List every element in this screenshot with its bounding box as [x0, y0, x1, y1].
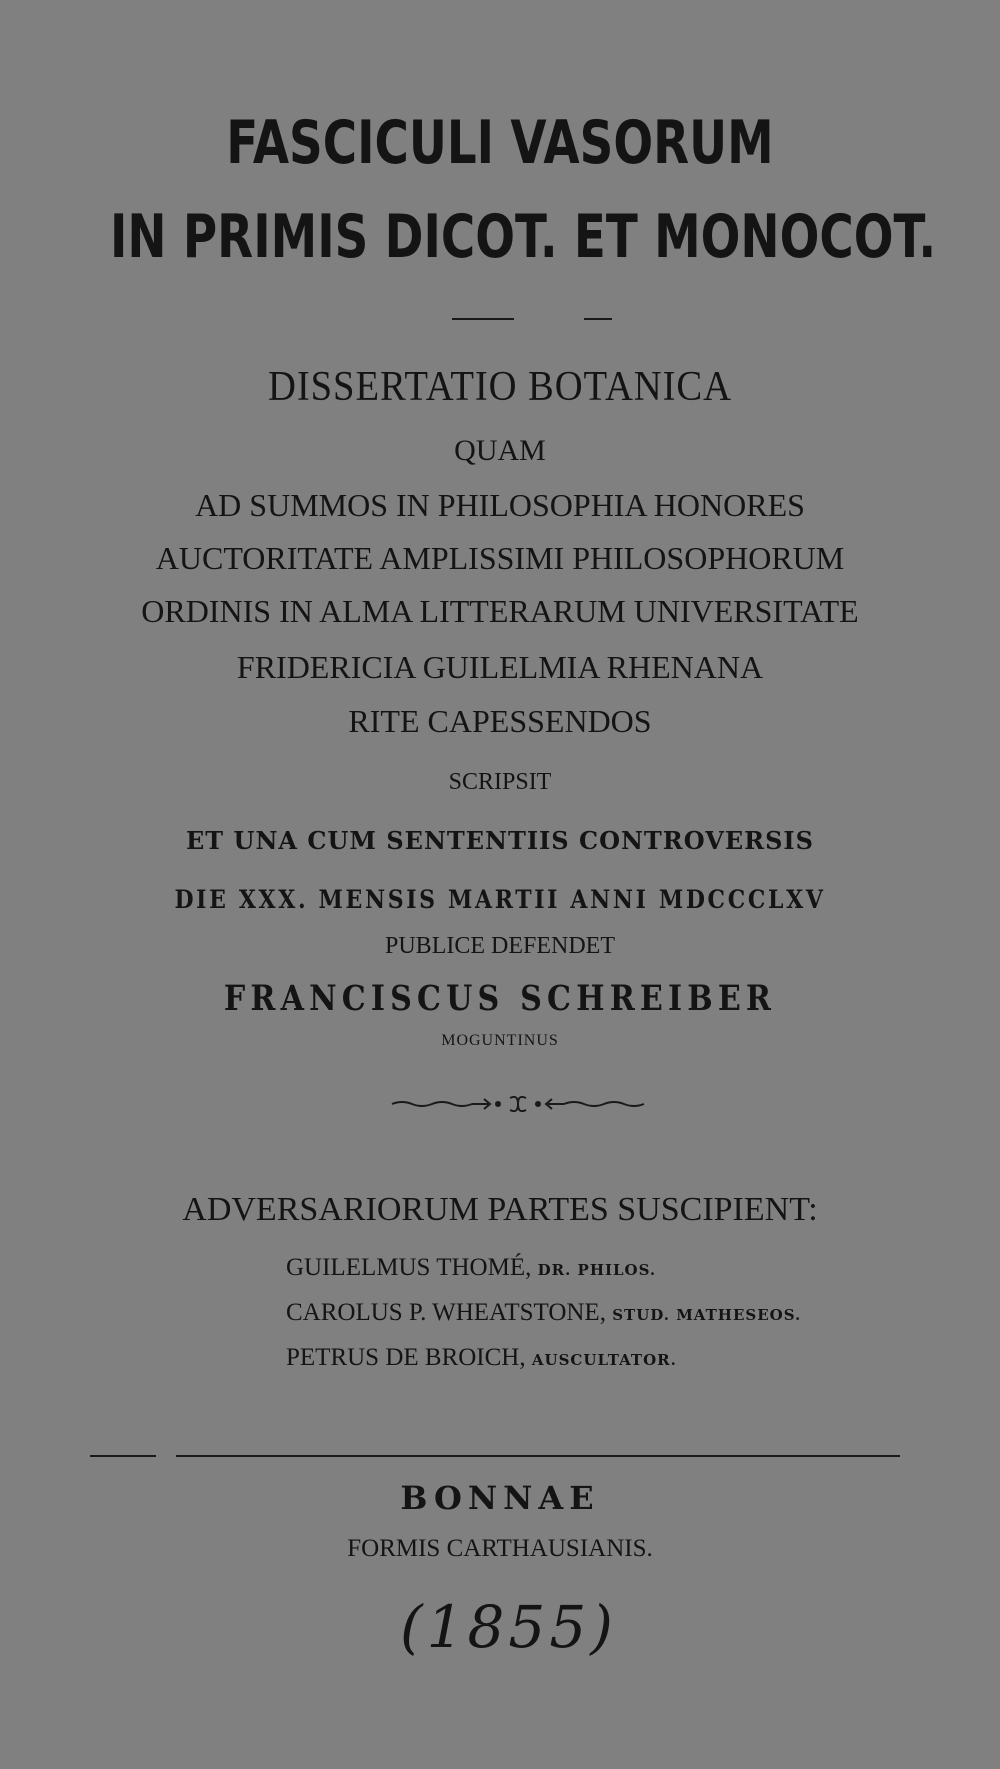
- opponent-role: DR. PHILOS.: [537, 1261, 657, 1279]
- opponent-role: STUD. MATHESEOS.: [612, 1306, 802, 1324]
- opponent-entry: [286, 1345, 677, 1370]
- ornament-divider: [390, 1092, 646, 1116]
- quam-line: QUAM: [454, 434, 546, 467]
- title-line-2: IN PRIMIS DICOT. ET MONOCOT.: [110, 202, 937, 272]
- imprint-printer: FORMIS CARTHAUSIANIS.: [347, 1535, 653, 1562]
- honores-line: AD SUMMOS IN PHILOSOPHIA HONORES: [195, 487, 805, 523]
- short-divider: [452, 318, 514, 320]
- bottom-divider-left: [90, 1455, 156, 1457]
- defendet-line: PUBLICE DEFENDET: [385, 933, 615, 959]
- dissertation-type: DISSERTATIO BOTANICA: [268, 364, 732, 410]
- opponent-entry: [286, 1300, 801, 1325]
- scripsit-line: SCRIPSIT: [448, 769, 552, 795]
- opponent-role: AUSCULTATOR.: [531, 1351, 677, 1369]
- opponent-name: PETRUS DE BROICH,: [286, 1344, 526, 1371]
- university-line: FRIDERICIA GUILELMIA RHENANA: [236, 649, 764, 685]
- capessendos-line: RITE CAPESSENDOS: [348, 703, 652, 739]
- controversis-line: ET UNA CUM SENTENTIIS CONTROVERSIS: [186, 826, 814, 855]
- auctoritate-line: AUCTORITATE AMPLISSIMI PHILOSOPHORUM: [155, 540, 845, 576]
- ordinis-line: ORDINIS IN ALMA LITTERARUM UNIVERSITATE: [141, 593, 859, 629]
- handwritten-year: (1855): [400, 1593, 617, 1661]
- imprint-city: BONNAE: [400, 1479, 600, 1517]
- opponents-heading: ADVERSARIORUM PARTES SUSCIPIENT:: [182, 1191, 818, 1228]
- bottom-divider-main: [176, 1455, 900, 1457]
- author-name: FRANCISCUS SCHREIBER: [223, 978, 777, 1019]
- defense-date: DIE XXX. MENSIS MARTII ANNI MDCCCLXV: [174, 885, 826, 914]
- title-line-1: FASCICULI VASORUM: [226, 108, 774, 178]
- opponent-name: CAROLUS P. WHEATSTONE,: [286, 1299, 606, 1326]
- opponent-entry: [286, 1255, 656, 1280]
- short-divider-dash: [584, 318, 612, 320]
- author-origin: MOGUNTINUS: [441, 1032, 559, 1049]
- opponent-name: GUILELMUS THOMÉ,: [286, 1254, 532, 1281]
